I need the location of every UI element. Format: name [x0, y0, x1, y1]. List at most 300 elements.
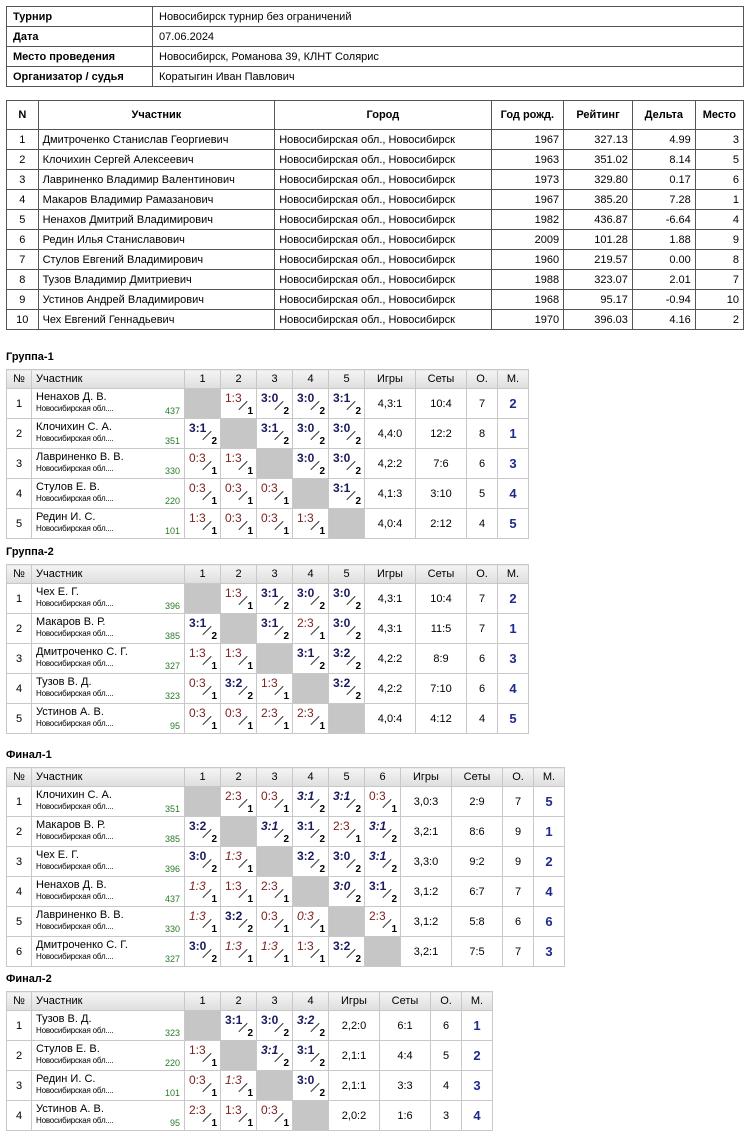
match-score: 1:3	[225, 849, 242, 863]
match-cell[interactable]	[329, 614, 365, 644]
info-row	[7, 7, 744, 27]
match-score: 3:0	[333, 849, 351, 863]
match-cell[interactable]	[221, 704, 257, 734]
match-cell[interactable]	[257, 704, 293, 734]
match-cell[interactable]	[257, 614, 293, 644]
match-cell[interactable]	[185, 817, 221, 847]
match-cell[interactable]	[185, 877, 221, 907]
player-name[interactable]: Макаров В. Р.	[36, 819, 106, 831]
match-score: 3:0	[333, 451, 351, 465]
match-score: 0:3	[189, 706, 206, 720]
match-cell[interactable]	[293, 1041, 329, 1071]
match-cell[interactable]	[221, 389, 257, 419]
match-result	[257, 419, 292, 448]
info-row	[7, 27, 744, 47]
match-points: 1	[211, 924, 217, 935]
player-name[interactable]: Макаров В. Р.	[36, 616, 106, 628]
participant-cell: 1967	[491, 190, 564, 210]
match-points: 1	[247, 954, 253, 965]
match-cell[interactable]	[293, 419, 329, 449]
participant-cell: Новосибирская обл., Новосибирск	[275, 210, 491, 230]
match-cell[interactable]	[221, 937, 257, 967]
match-cell[interactable]	[293, 907, 329, 937]
player-cell[interactable]	[32, 449, 185, 479]
match-cell[interactable]	[257, 479, 293, 509]
participant-row[interactable]	[7, 210, 744, 230]
participant-cell: 1968	[491, 290, 564, 310]
player-name[interactable]: Тузов В. Д.	[36, 1013, 92, 1025]
player-cell[interactable]	[32, 847, 185, 877]
participant-cell: Стулов Евгений Владимирович	[38, 250, 275, 270]
match-cell[interactable]	[365, 787, 401, 817]
points-header: О.	[467, 370, 498, 389]
group-row[interactable]	[7, 644, 529, 674]
match-cell[interactable]	[293, 509, 329, 539]
participant-cell: 329.80	[564, 170, 633, 190]
match-cell[interactable]	[257, 509, 293, 539]
match-cell[interactable]	[329, 419, 365, 449]
group-row[interactable]	[7, 704, 529, 734]
self-cell	[185, 389, 221, 419]
player-name[interactable]: Дмитроченко С. Г.	[36, 939, 128, 951]
match-cell[interactable]	[365, 817, 401, 847]
group-row[interactable]	[7, 787, 565, 817]
player-name[interactable]: Редин И. С.	[36, 511, 96, 523]
match-cell[interactable]	[185, 847, 221, 877]
match-result	[221, 644, 256, 673]
match-cell[interactable]	[221, 847, 257, 877]
match-cell[interactable]	[329, 449, 365, 479]
participant-cell: 6	[695, 170, 743, 190]
match-result	[257, 614, 292, 643]
match-cell[interactable]	[293, 847, 329, 877]
match-score: 3:1	[297, 819, 315, 833]
match-cell[interactable]	[329, 937, 365, 967]
match-points: 2	[211, 954, 217, 965]
group-title: Финал-2	[6, 973, 52, 985]
player-cell[interactable]	[32, 674, 185, 704]
player-header: Участник	[32, 768, 185, 787]
match-score: 3:0	[297, 391, 315, 405]
group-table	[6, 767, 565, 967]
match-cell[interactable]	[185, 449, 221, 479]
match-cell[interactable]	[185, 1071, 221, 1101]
match-result	[221, 509, 256, 538]
sets-cell: 8:9	[416, 644, 467, 674]
match-cell[interactable]	[329, 644, 365, 674]
match-cell[interactable]	[293, 584, 329, 614]
match-cell[interactable]	[221, 907, 257, 937]
participant-cell: 7	[7, 250, 39, 270]
games-cell: 4,3:1	[365, 584, 416, 614]
group-table	[6, 991, 493, 1131]
place-cell: 3	[534, 937, 565, 967]
player-cell[interactable]	[32, 614, 185, 644]
self-cell	[185, 584, 221, 614]
match-result	[329, 479, 364, 508]
match-cell[interactable]	[293, 937, 329, 967]
match-result	[329, 817, 364, 846]
player-cell[interactable]	[32, 704, 185, 734]
match-cell[interactable]	[293, 1011, 329, 1041]
player-name[interactable]: Лавриненко В. В.	[36, 909, 124, 921]
player-cell[interactable]	[32, 389, 185, 419]
match-score: 2:3	[225, 789, 242, 803]
player-rating: 396	[164, 864, 180, 874]
place-cell: 4	[498, 479, 529, 509]
match-points: 1	[211, 661, 217, 672]
match-points: 2	[283, 631, 289, 642]
match-cell[interactable]	[257, 907, 293, 937]
match-cell[interactable]	[257, 817, 293, 847]
player-city: Новосибирская обл....	[36, 434, 114, 443]
match-cell[interactable]	[329, 817, 365, 847]
player-name[interactable]: Клочихин С. А.	[36, 789, 112, 801]
match-result	[185, 937, 220, 966]
match-cell[interactable]	[185, 644, 221, 674]
match-result	[185, 509, 220, 538]
player-cell[interactable]	[32, 1101, 185, 1131]
points-cell: 4	[467, 509, 498, 539]
player-name[interactable]: Устинов А. В.	[36, 1103, 104, 1115]
match-result	[293, 817, 328, 846]
group-row[interactable]	[7, 907, 565, 937]
column-header: N	[7, 101, 39, 130]
points-cell: 6	[467, 449, 498, 479]
player-rating: 220	[164, 1058, 180, 1068]
match-score: 3:2	[333, 676, 351, 690]
opponent-header: 2	[221, 370, 257, 389]
opponent-header: 4	[293, 370, 329, 389]
group-row[interactable]	[7, 584, 529, 614]
match-cell[interactable]	[293, 644, 329, 674]
player-cell[interactable]	[32, 509, 185, 539]
participant-cell: 4	[695, 210, 743, 230]
games-cell: 3,2:1	[401, 937, 452, 967]
participant-row[interactable]	[7, 270, 744, 290]
match-score: 1:3	[297, 511, 314, 525]
player-cell[interactable]	[32, 1041, 185, 1071]
row-number: 4	[7, 674, 32, 704]
row-number: 1	[7, 787, 32, 817]
match-cell[interactable]	[221, 674, 257, 704]
place-cell: 5	[534, 787, 565, 817]
match-points: 1	[391, 804, 397, 815]
group-row[interactable]	[7, 937, 565, 967]
match-points: 1	[283, 924, 289, 935]
match-result	[293, 1041, 328, 1070]
points-cell: 6	[431, 1011, 462, 1041]
participant-cell: Новосибирская обл., Новосибирск	[275, 190, 491, 210]
match-cell[interactable]	[293, 817, 329, 847]
row-number: 5	[7, 509, 32, 539]
sets-header: Сеты	[416, 565, 467, 584]
player-name[interactable]: Лавриненко В. В.	[36, 451, 124, 463]
games-header: Игры	[365, 370, 416, 389]
match-cell[interactable]	[185, 479, 221, 509]
group-row[interactable]	[7, 847, 565, 877]
points-header: О.	[467, 565, 498, 584]
match-points: 2	[319, 406, 325, 417]
match-result	[293, 1071, 328, 1100]
match-score: 3:0	[333, 421, 351, 435]
match-result	[329, 614, 364, 643]
match-cell[interactable]	[221, 449, 257, 479]
group-row[interactable]	[7, 509, 529, 539]
participant-cell: 6	[7, 230, 39, 250]
participant-cell: 4.99	[632, 130, 695, 150]
player-cell[interactable]	[32, 877, 185, 907]
player-name[interactable]: Стулов Е. В.	[36, 481, 100, 493]
participant-cell: Новосибирская обл., Новосибирск	[275, 250, 491, 270]
match-score: 1:3	[261, 939, 278, 953]
match-score: 2:3	[369, 909, 386, 923]
match-cell[interactable]	[293, 614, 329, 644]
self-cell	[185, 787, 221, 817]
match-result	[257, 937, 292, 966]
match-points: 2	[283, 1028, 289, 1039]
match-points: 1	[211, 721, 217, 732]
match-points: 2	[355, 436, 361, 447]
participant-cell: 1970	[491, 310, 564, 330]
match-cell[interactable]	[257, 419, 293, 449]
points-cell: 9	[503, 847, 534, 877]
group-row[interactable]	[7, 419, 529, 449]
match-score: 3:2	[297, 1013, 315, 1027]
match-cell[interactable]	[293, 449, 329, 479]
match-cell[interactable]	[185, 937, 221, 967]
group-row[interactable]	[7, 389, 529, 419]
match-cell[interactable]	[257, 1101, 293, 1131]
match-cell[interactable]	[293, 704, 329, 734]
match-points: 1	[211, 1088, 217, 1099]
row-number: 3	[7, 1071, 32, 1101]
match-cell[interactable]	[221, 509, 257, 539]
match-cell[interactable]	[257, 1041, 293, 1071]
info-value: 07.06.2024	[153, 27, 744, 47]
match-cell[interactable]	[185, 1101, 221, 1131]
group-row[interactable]	[7, 479, 529, 509]
row-number: 4	[7, 1101, 32, 1131]
match-cell[interactable]	[185, 907, 221, 937]
match-cell[interactable]	[221, 584, 257, 614]
match-cell[interactable]	[329, 389, 365, 419]
player-name[interactable]: Стулов Е. В.	[36, 1043, 100, 1055]
participant-row[interactable]	[7, 170, 744, 190]
participant-cell: 1982	[491, 210, 564, 230]
player-cell[interactable]	[32, 1071, 185, 1101]
player-name[interactable]: Клочихин С. А.	[36, 421, 112, 433]
match-cell[interactable]	[185, 419, 221, 449]
participant-cell: Новосибирская обл., Новосибирск	[275, 150, 491, 170]
player-name[interactable]: Редин И. С.	[36, 1073, 96, 1085]
player-cell[interactable]	[32, 584, 185, 614]
match-points: 2	[355, 661, 361, 672]
match-cell[interactable]	[257, 674, 293, 704]
player-name[interactable]: Ненахов Д. В.	[36, 391, 107, 403]
match-cell[interactable]	[185, 614, 221, 644]
match-cell[interactable]	[293, 389, 329, 419]
match-cell[interactable]	[257, 787, 293, 817]
player-cell[interactable]	[32, 937, 185, 967]
player-name[interactable]: Ненахов Д. В.	[36, 879, 107, 891]
match-score: 1:3	[225, 391, 242, 405]
match-cell[interactable]	[221, 1011, 257, 1041]
match-cell[interactable]	[257, 584, 293, 614]
match-cell[interactable]	[185, 674, 221, 704]
group-row[interactable]	[7, 1101, 493, 1131]
points-cell: 8	[467, 419, 498, 449]
match-cell[interactable]	[329, 877, 365, 907]
match-cell[interactable]	[221, 479, 257, 509]
match-result	[257, 817, 292, 846]
player-name[interactable]: Чех Е. Г.	[36, 849, 79, 861]
player-rating: 95	[169, 721, 180, 731]
group-row[interactable]	[7, 817, 565, 847]
player-rating: 351	[164, 436, 180, 446]
participant-row[interactable]	[7, 290, 744, 310]
match-cell[interactable]	[329, 847, 365, 877]
participant-row[interactable]	[7, 310, 744, 330]
self-cell	[257, 644, 293, 674]
match-score: 3:1	[297, 646, 315, 660]
match-cell[interactable]	[293, 1071, 329, 1101]
group-row[interactable]	[7, 614, 529, 644]
match-cell[interactable]	[257, 389, 293, 419]
match-score: 3:2	[189, 819, 207, 833]
participant-row[interactable]	[7, 150, 744, 170]
match-score: 0:3	[297, 909, 314, 923]
match-cell[interactable]	[221, 1101, 257, 1131]
place-cell: 4	[498, 674, 529, 704]
games-cell: 4,3:1	[365, 389, 416, 419]
match-cell[interactable]	[185, 704, 221, 734]
games-cell: 4,0:4	[365, 509, 416, 539]
match-points: 1	[247, 864, 253, 875]
player-cell[interactable]	[32, 817, 185, 847]
player-city: Новосибирская обл....	[36, 922, 114, 931]
player-name[interactable]: Дмитроченко С. Г.	[36, 646, 128, 658]
group-row[interactable]	[7, 449, 529, 479]
match-points: 1	[283, 721, 289, 732]
group-table	[6, 369, 529, 539]
match-cell[interactable]	[185, 509, 221, 539]
participant-cell: 1	[7, 130, 39, 150]
match-cell[interactable]	[221, 877, 257, 907]
match-cell[interactable]	[365, 847, 401, 877]
player-name[interactable]: Чех Е. Г.	[36, 586, 79, 598]
match-score: 0:3	[261, 909, 278, 923]
group-row[interactable]	[7, 1011, 493, 1041]
group-row[interactable]	[7, 1071, 493, 1101]
match-score: 3:1	[189, 616, 207, 630]
match-cell[interactable]	[329, 787, 365, 817]
player-cell[interactable]	[32, 907, 185, 937]
participant-row[interactable]	[7, 190, 744, 210]
match-points: 2	[355, 466, 361, 477]
match-cell[interactable]	[329, 584, 365, 614]
player-city: Новосибирская обл....	[36, 464, 114, 473]
participant-cell: Макаров Владимир Рамазанович	[38, 190, 275, 210]
row-number: 3	[7, 449, 32, 479]
match-points: 2	[355, 496, 361, 507]
match-cell[interactable]	[257, 1011, 293, 1041]
participant-row[interactable]	[7, 230, 744, 250]
place-cell: 4	[462, 1101, 493, 1131]
participant-cell: -6.64	[632, 210, 695, 230]
match-cell[interactable]	[221, 1071, 257, 1101]
match-points: 1	[211, 466, 217, 477]
match-score: 1:3	[225, 1103, 242, 1117]
row-number: 2	[7, 1041, 32, 1071]
row-number: 5	[7, 907, 32, 937]
match-cell[interactable]	[365, 907, 401, 937]
match-score: 1:3	[189, 909, 206, 923]
match-cell[interactable]	[257, 937, 293, 967]
match-score: 3:0	[297, 421, 315, 435]
self-cell	[365, 937, 401, 967]
num-header: №	[7, 565, 32, 584]
match-cell[interactable]	[185, 1041, 221, 1071]
match-result	[221, 1101, 256, 1130]
group-row[interactable]	[7, 674, 529, 704]
player-cell[interactable]	[32, 644, 185, 674]
games-header: Игры	[329, 992, 380, 1011]
player-cell[interactable]	[32, 1011, 185, 1041]
match-cell[interactable]	[329, 674, 365, 704]
opponent-header: 1	[185, 992, 221, 1011]
opponent-header: 4	[293, 992, 329, 1011]
games-cell: 2,2:0	[329, 1011, 380, 1041]
match-score: 3:2	[225, 676, 243, 690]
player-rating: 437	[164, 894, 180, 904]
match-cell[interactable]	[329, 479, 365, 509]
match-result	[221, 1071, 256, 1100]
player-name[interactable]: Тузов В. Д.	[36, 676, 92, 688]
player-cell[interactable]	[32, 479, 185, 509]
match-score: 1:3	[297, 939, 314, 953]
match-score: 2:3	[261, 879, 278, 893]
participant-cell: 8.14	[632, 150, 695, 170]
match-result	[257, 704, 292, 733]
participant-row[interactable]	[7, 250, 744, 270]
group-row[interactable]	[7, 1041, 493, 1071]
player-cell[interactable]	[32, 787, 185, 817]
participant-cell: Новосибирская обл., Новосибирск	[275, 230, 491, 250]
self-cell	[257, 847, 293, 877]
match-result	[257, 787, 292, 816]
group-row[interactable]	[7, 877, 565, 907]
match-cell[interactable]	[221, 644, 257, 674]
points-cell: 5	[431, 1041, 462, 1071]
group-header-row	[7, 992, 493, 1011]
match-result	[257, 1041, 292, 1070]
player-cell[interactable]	[32, 419, 185, 449]
match-result	[365, 907, 400, 936]
match-cell[interactable]	[257, 877, 293, 907]
match-cell[interactable]	[221, 787, 257, 817]
match-score: 3:0	[297, 1073, 315, 1087]
match-cell[interactable]	[293, 787, 329, 817]
match-score: 3:1	[369, 819, 387, 833]
games-cell: 3,3:0	[401, 847, 452, 877]
match-result	[329, 644, 364, 673]
participant-cell: -0.94	[632, 290, 695, 310]
match-points: 2	[355, 631, 361, 642]
participant-row[interactable]	[7, 130, 744, 150]
match-cell[interactable]	[365, 877, 401, 907]
player-name[interactable]: Устинов А. В.	[36, 706, 104, 718]
